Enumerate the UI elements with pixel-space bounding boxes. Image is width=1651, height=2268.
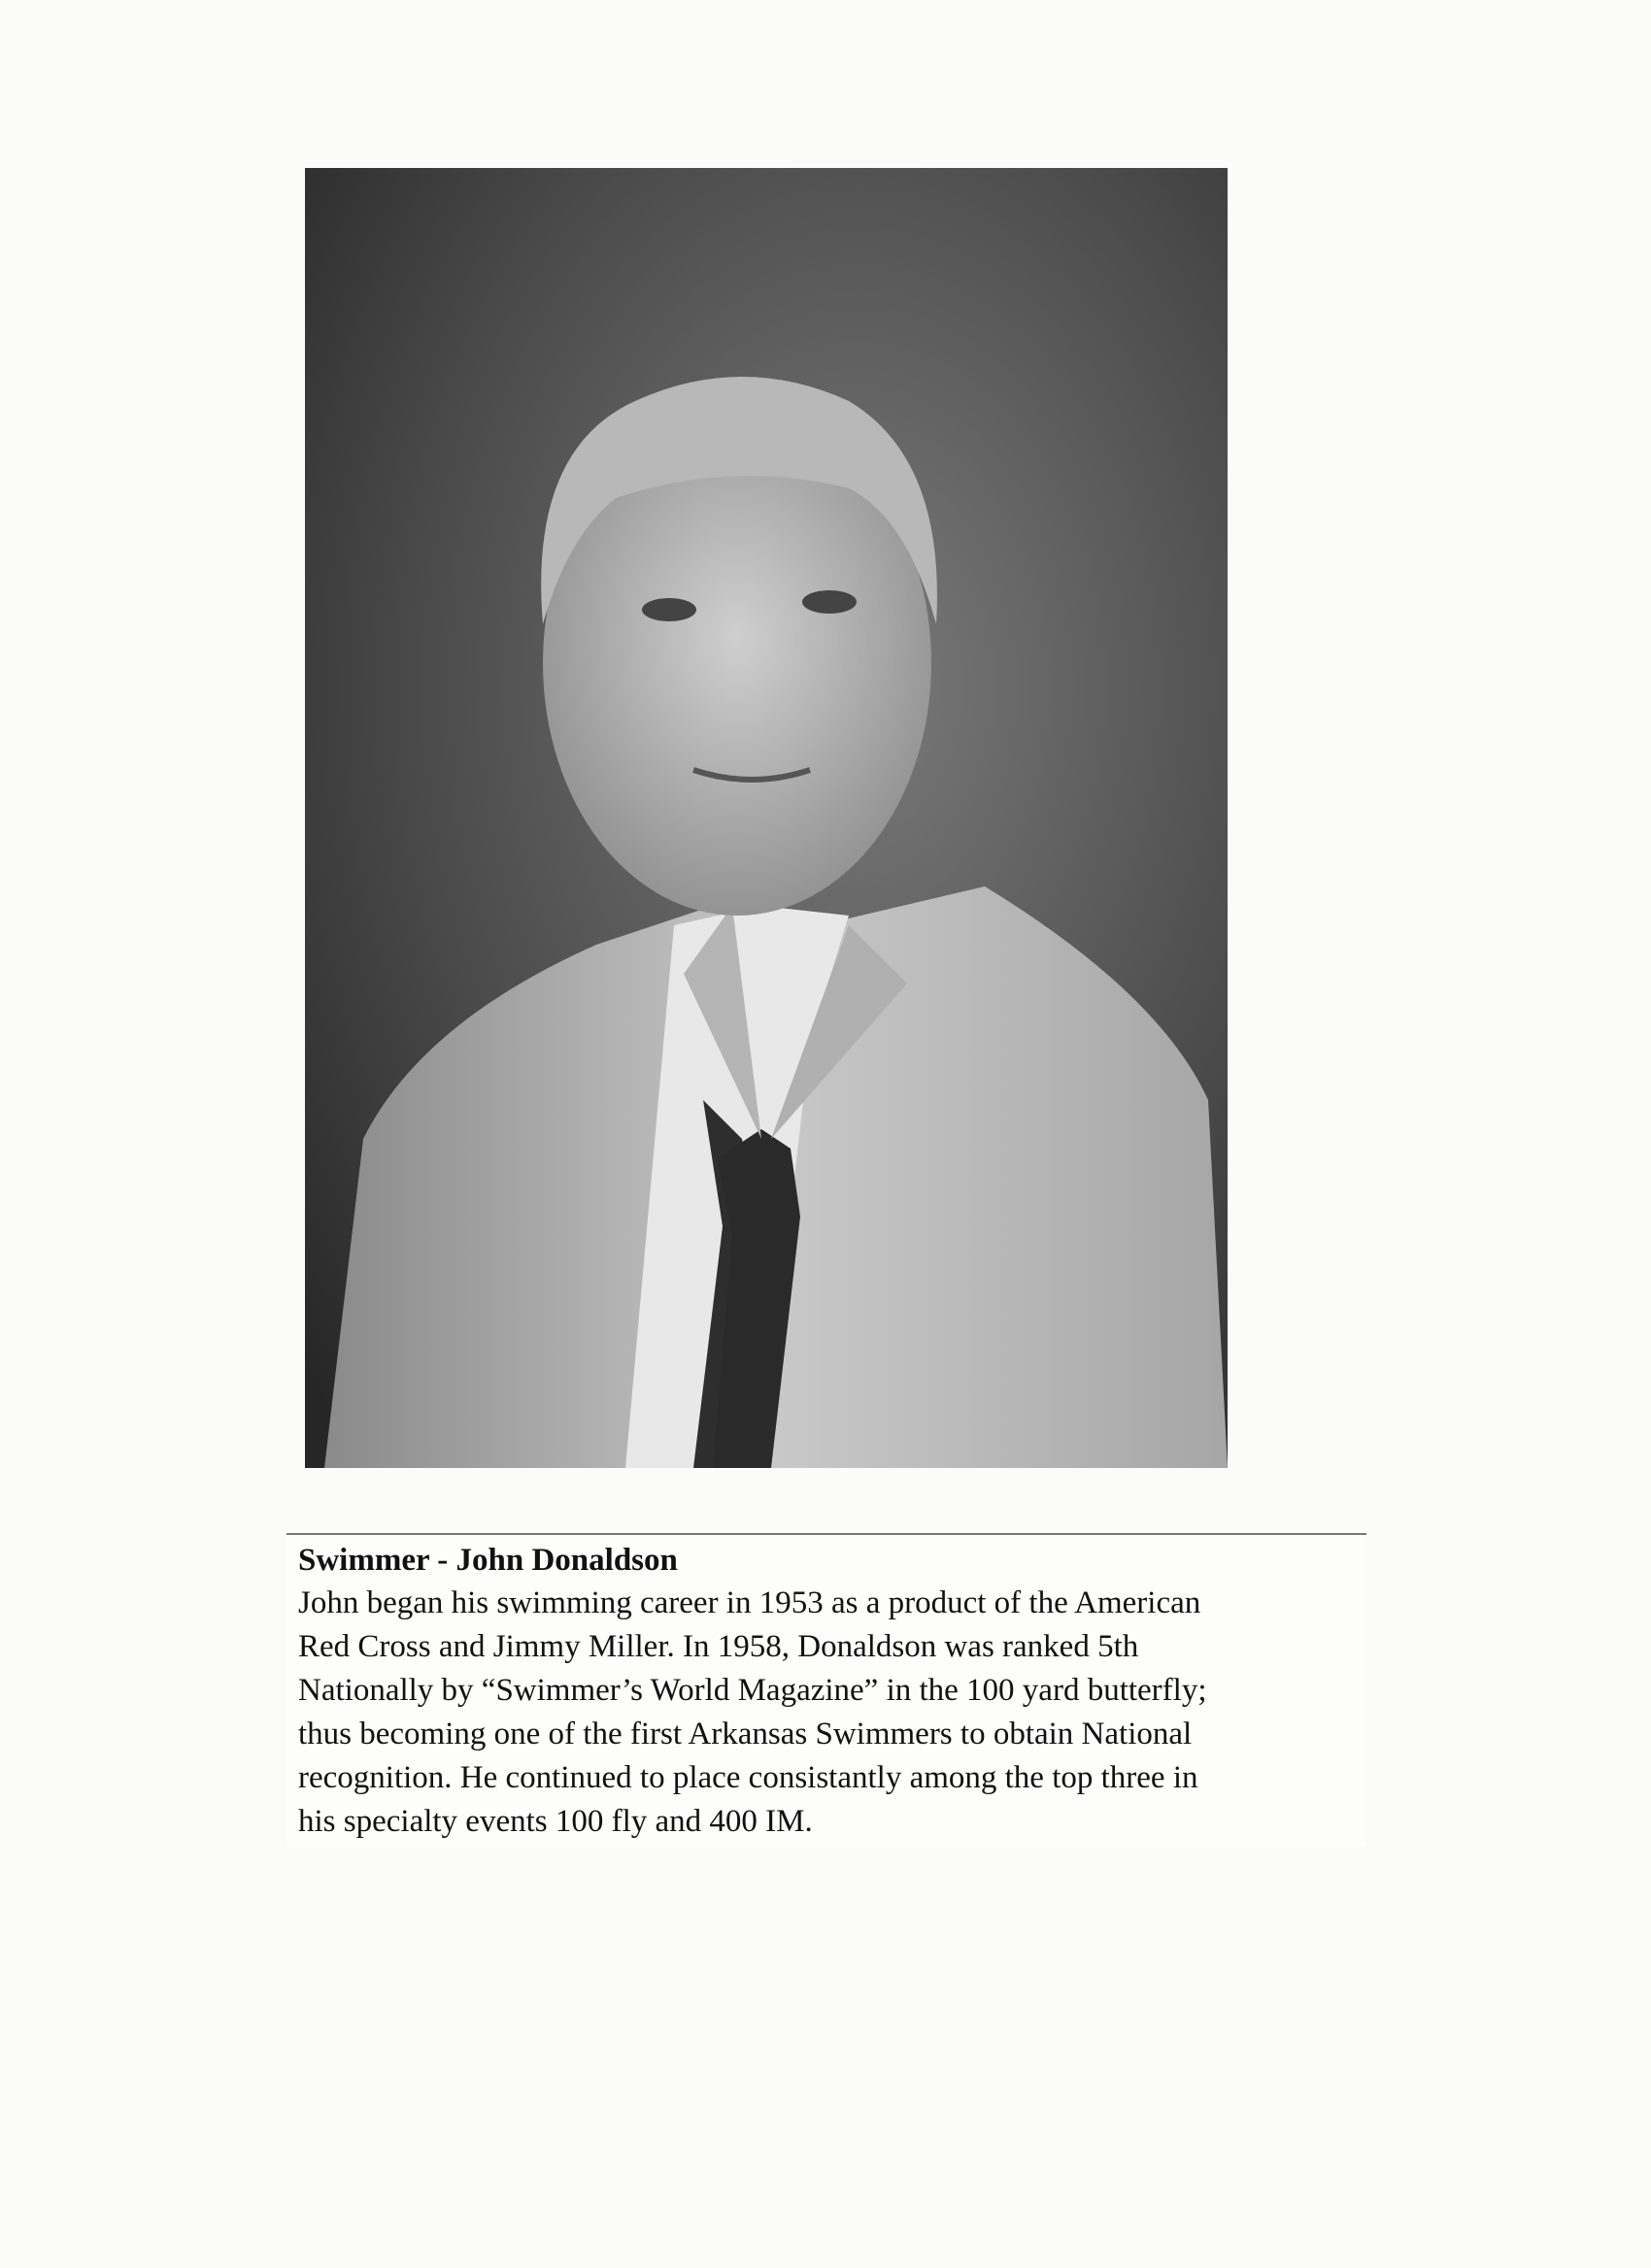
caption-line: recognition. He continued to place consistantly among the top three in [298, 1760, 1198, 1795]
caption-line: John began his swimming career in 1953 as a product of the American [298, 1585, 1201, 1620]
caption-line: his specialty events 100 fly and 400 IM. [298, 1804, 813, 1839]
biography-caption [286, 1533, 1366, 1846]
caption-line: Red Cross and Jimmy Miller. In 1958, Donaldson was ranked 5th [298, 1629, 1139, 1664]
caption-line: thus becoming one of the first Arkansas Swimmers to obtain National [298, 1717, 1193, 1751]
caption-line: Nationally by “Swimmer’s World Magazine” in the 100 yard butterfly; [298, 1673, 1207, 1708]
caption-title: Swimmer - John Donaldson [298, 1543, 678, 1578]
portrait-photo [305, 168, 1228, 1468]
